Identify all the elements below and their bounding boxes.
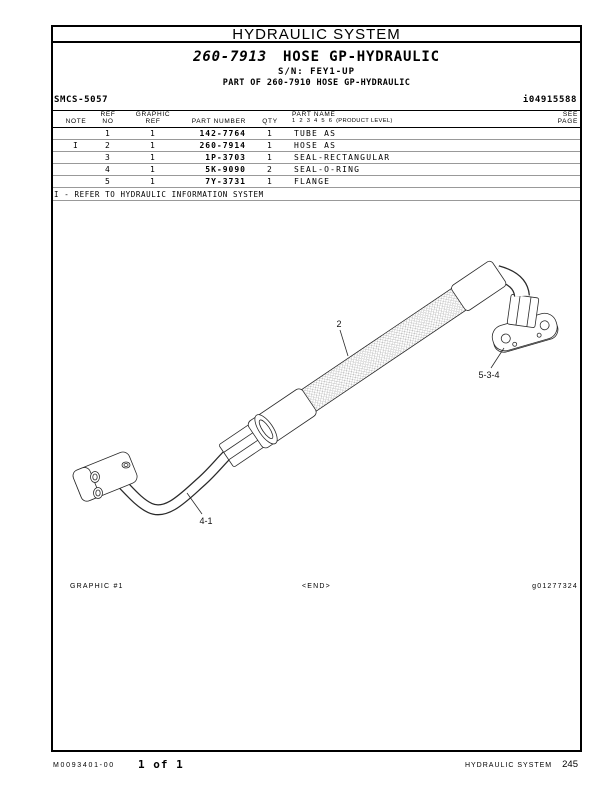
col-header-note: NOTE: [65, 118, 87, 125]
part-title-name: HOSE GP-HYDRAULIC: [282, 49, 440, 65]
footer-right: [465, 759, 578, 770]
braided-hose: [298, 288, 468, 414]
section-header: HYDRAULIC SYSTEM: [53, 27, 580, 43]
col-header-part-name: PART NAME 1 2 3 4 5 6 (PRODUCT LEVEL): [292, 111, 512, 125]
parts-table-header: [53, 110, 580, 128]
col-header-ref-no: REF NO: [100, 111, 116, 125]
callout-tube-group: 4-1: [199, 516, 213, 526]
parts-table: [53, 110, 580, 201]
table-footnote: I - REFER TO HYDRAULIC INFORMATION SYSTEM: [53, 188, 580, 201]
col-header-see-page: SEE PAGE: [557, 111, 578, 125]
product-level-scale: 1 2 3 4 5 6 (PRODUCT LEVEL): [292, 118, 393, 124]
graphic-number: GRAPHIC #1: [70, 583, 124, 590]
leader-tube-group: [187, 493, 202, 514]
page-indicator: 1 of 1: [138, 758, 184, 771]
hose-assembly-drawing: [53, 232, 580, 572]
table-row: 3 1 1P-3703 1 SEAL-RECTANGULAR: [53, 152, 580, 164]
footer-section-title: HYDRAULIC SYSTEM: [464, 762, 553, 769]
document-number: M0093401-00: [53, 762, 115, 769]
smcs-row: [54, 95, 577, 105]
leader-flange-group: [491, 348, 504, 368]
footer-page-number: 245: [562, 759, 578, 770]
table-row: 1 1 142-7764 1 TUBE AS: [53, 128, 580, 140]
col-header-qty: QTY: [262, 118, 278, 125]
smcs-code: SMCS-5057: [54, 95, 109, 105]
callout-flange-group: 5-3-4: [478, 370, 500, 380]
upper-hex-nut: [507, 294, 539, 328]
part-of-line: PART OF 260-7910 HOSE GP-HYDRAULIC: [222, 78, 411, 88]
graphic-id: g01277324: [532, 583, 578, 590]
col-header-graphic-ref: GRAPHIC REF: [135, 111, 171, 125]
part-title: [53, 49, 580, 65]
end-marker: <END>: [302, 583, 331, 590]
table-row: 4 1 5K-9090 2 SEAL-O-RING: [53, 164, 580, 176]
table-row: I 2 1 260-7914 1 HOSE AS: [53, 140, 580, 152]
serial-range: S/N: FEY1-UP: [277, 67, 356, 77]
page-border-box: [51, 25, 582, 752]
leader-hose: [340, 330, 348, 356]
part-title-number: 260-7913: [193, 49, 267, 65]
col-header-part-number: PART NUMBER: [191, 118, 246, 125]
table-row: 5 1 7Y-3731 1 FLANGE: [53, 176, 580, 188]
hose-axis-group: [217, 258, 509, 470]
callout-hose: 2: [336, 319, 342, 329]
graphic-caption-row: [53, 583, 580, 593]
doc-id: i04915588: [522, 95, 577, 105]
